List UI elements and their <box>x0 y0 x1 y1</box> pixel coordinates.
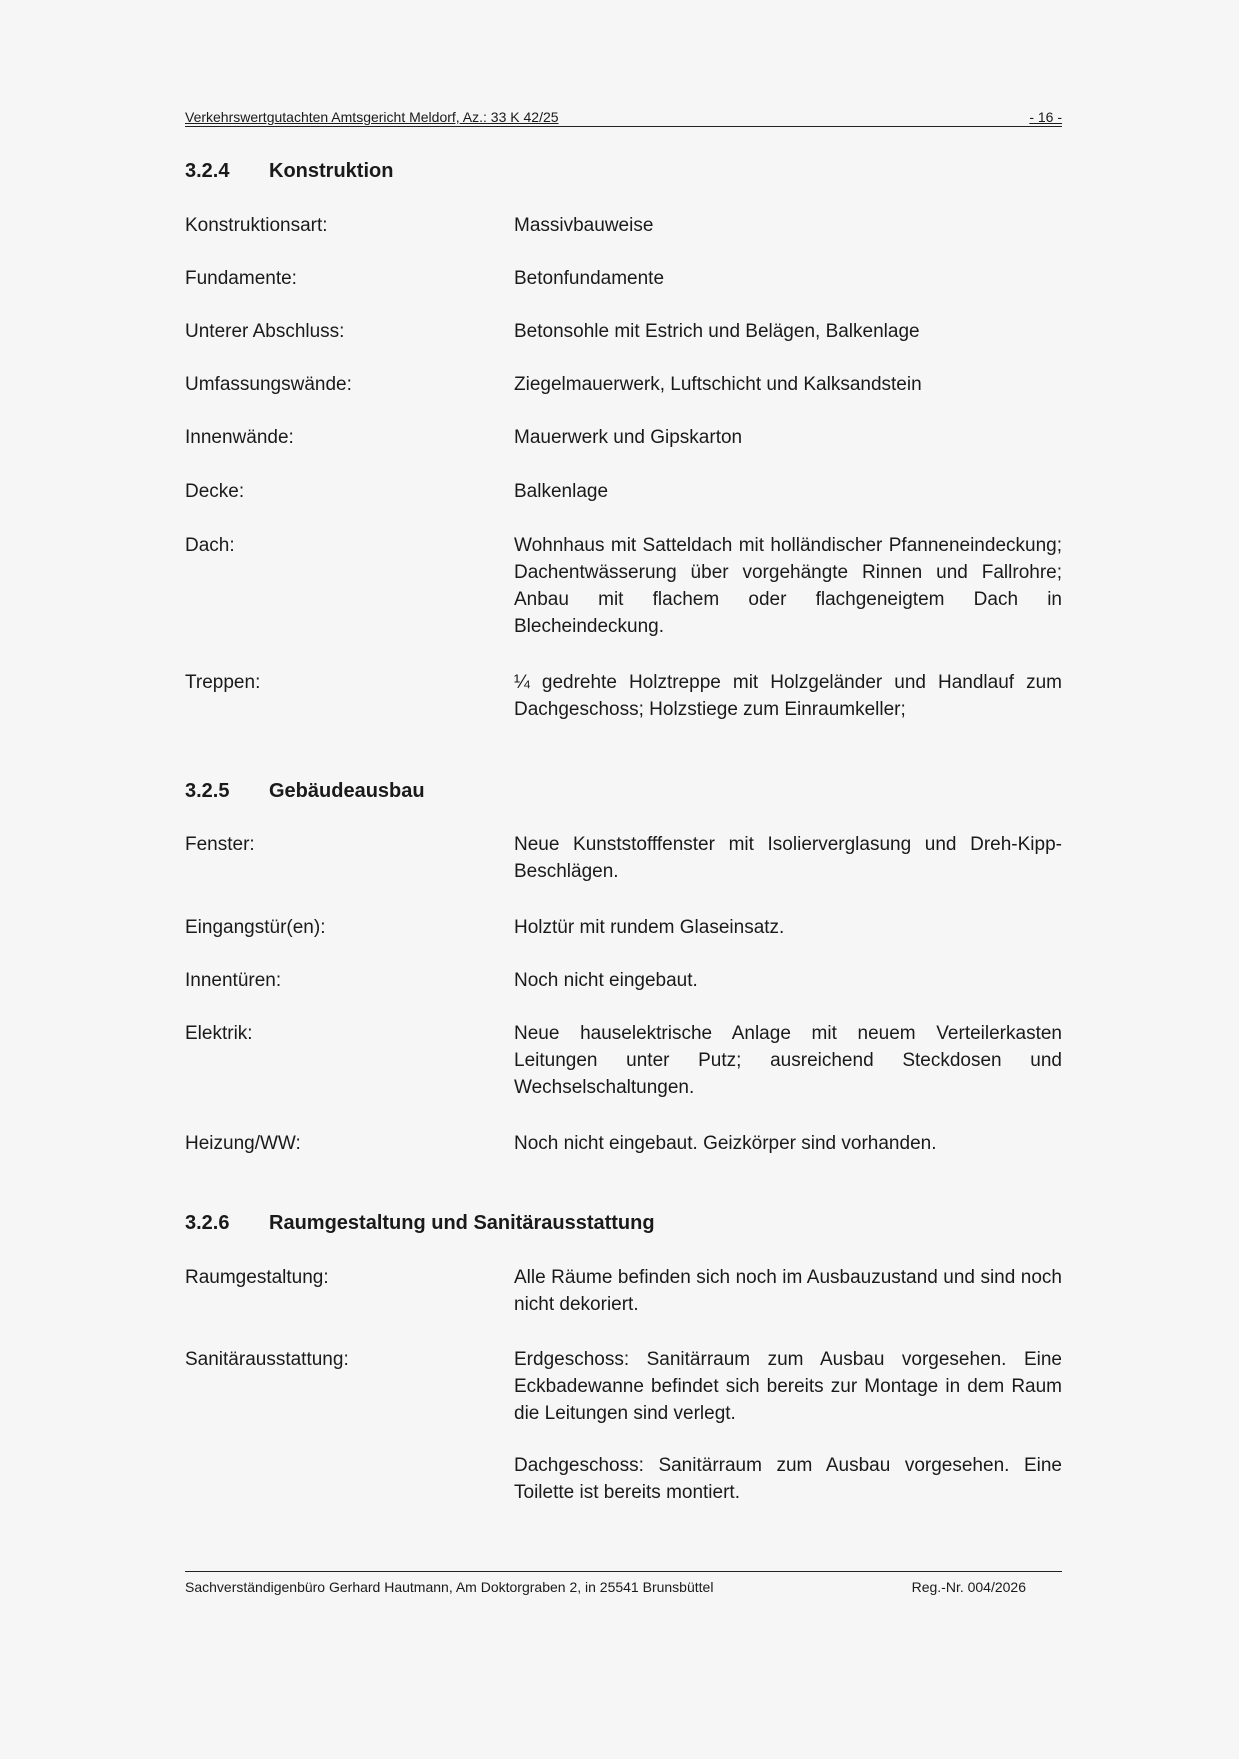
section-heading-gebaeudeausbau <box>185 780 425 803</box>
section-title: Konstruktion <box>269 160 394 182</box>
field-value: Noch nicht eingebaut. <box>514 970 698 991</box>
page-footer <box>185 1571 1062 1594</box>
field-value: Neue hauselektrische Anlage mit neuem Verteilerkasten Leitungen unter Putz; ausreichend Steckdosen und Wechselschaltungen. <box>514 1023 1062 1098</box>
field-value: Balkenlage <box>514 481 609 502</box>
section-number: 3.2.5 <box>185 780 230 802</box>
field-label: Elektrik: <box>185 1023 253 1044</box>
field-value: Betonfundamente <box>514 268 665 289</box>
field-label: Eingangstür(en): <box>185 917 326 938</box>
page-number: - 16 - <box>1029 109 1062 125</box>
field-value: ¼ gedrehte Holztreppe mit Holzgeländer und Handlauf zum Dachgeschoss; Holzstiege zum Einraumkeller; <box>514 672 1062 720</box>
section-number: 3.2.6 <box>185 1212 230 1234</box>
field-label: Innenwände: <box>185 427 294 448</box>
field-label: Decke: <box>185 481 245 502</box>
field-value: Massivbauweise <box>514 215 654 236</box>
section-heading-konstruktion <box>185 160 393 183</box>
field-value: Alle Räume befinden sich noch im Ausbauzustand und sind noch nicht dekoriert. <box>514 1267 1062 1315</box>
field-value: Ziegelmauerwerk, Luftschicht und Kalksandstein <box>514 374 922 395</box>
footer-reg-number: Reg.-Nr. 004/2026 <box>911 1579 1026 1595</box>
field-label: Fundamente: <box>185 268 297 289</box>
field-value: Betonsohle mit Estrich und Belägen, Balkenlage <box>514 321 920 342</box>
field-value: Neue Kunststofffenster mit Isolierverglasung und Dreh-Kipp-Beschlägen. <box>514 834 1062 882</box>
field-value: Mauerwerk und Gipskarton <box>514 427 743 448</box>
section-title: Gebäudeausbau <box>269 780 425 802</box>
field-label: Unterer Abschluss: <box>185 321 345 342</box>
page-header <box>185 104 1062 127</box>
field-label: Raumgestaltung: <box>185 1267 329 1288</box>
section-heading-raumgestaltung <box>185 1212 655 1235</box>
field-label: Heizung/WW: <box>185 1133 301 1154</box>
footer-address: Sachverständigenbüro Gerhard Hautmann, Am Doktorgraben 2, in 25541 Brunsbüttel <box>185 1579 714 1595</box>
section-title: Raumgestaltung und Sanitärausstattung <box>269 1212 655 1234</box>
field-value: Wohnhaus mit Satteldach mit holländischer Pfanneneindeckung; Dachentwässerung über vorgehängte Rinnen und Fallrohre; Anbau mit flachem oder flachgeneigtem Dach in Blecheindeckung. <box>514 535 1062 637</box>
field-label: Fenster: <box>185 834 255 855</box>
header-title: Verkehrswertgutachten Amtsgericht Meldorf, Az.: 33 K 42/25 <box>185 109 559 125</box>
field-value: Holztür mit rundem Glaseinsatz. <box>514 917 785 938</box>
field-label: Treppen: <box>185 672 261 693</box>
field-label: Sanitärausstattung: <box>185 1349 349 1370</box>
field-value: Dachgeschoss: Sanitärraum zum Ausbau vorgesehen. Eine Toilette ist bereits montiert. <box>514 1455 1062 1503</box>
section-number: 3.2.4 <box>185 160 230 182</box>
field-label: Dach: <box>185 535 235 556</box>
field-value: Noch nicht eingebaut. Geizkörper sind vorhanden. <box>514 1133 937 1154</box>
field-label: Umfassungswände: <box>185 374 352 395</box>
field-label: Innentüren: <box>185 970 282 991</box>
field-label: Konstruktionsart: <box>185 215 328 236</box>
field-value: Erdgeschoss: Sanitärraum zum Ausbau vorgesehen. Eine Eckbadewanne befindet sich bereits zur Montage in dem Raum die Leitungen sind verlegt. <box>514 1349 1062 1424</box>
